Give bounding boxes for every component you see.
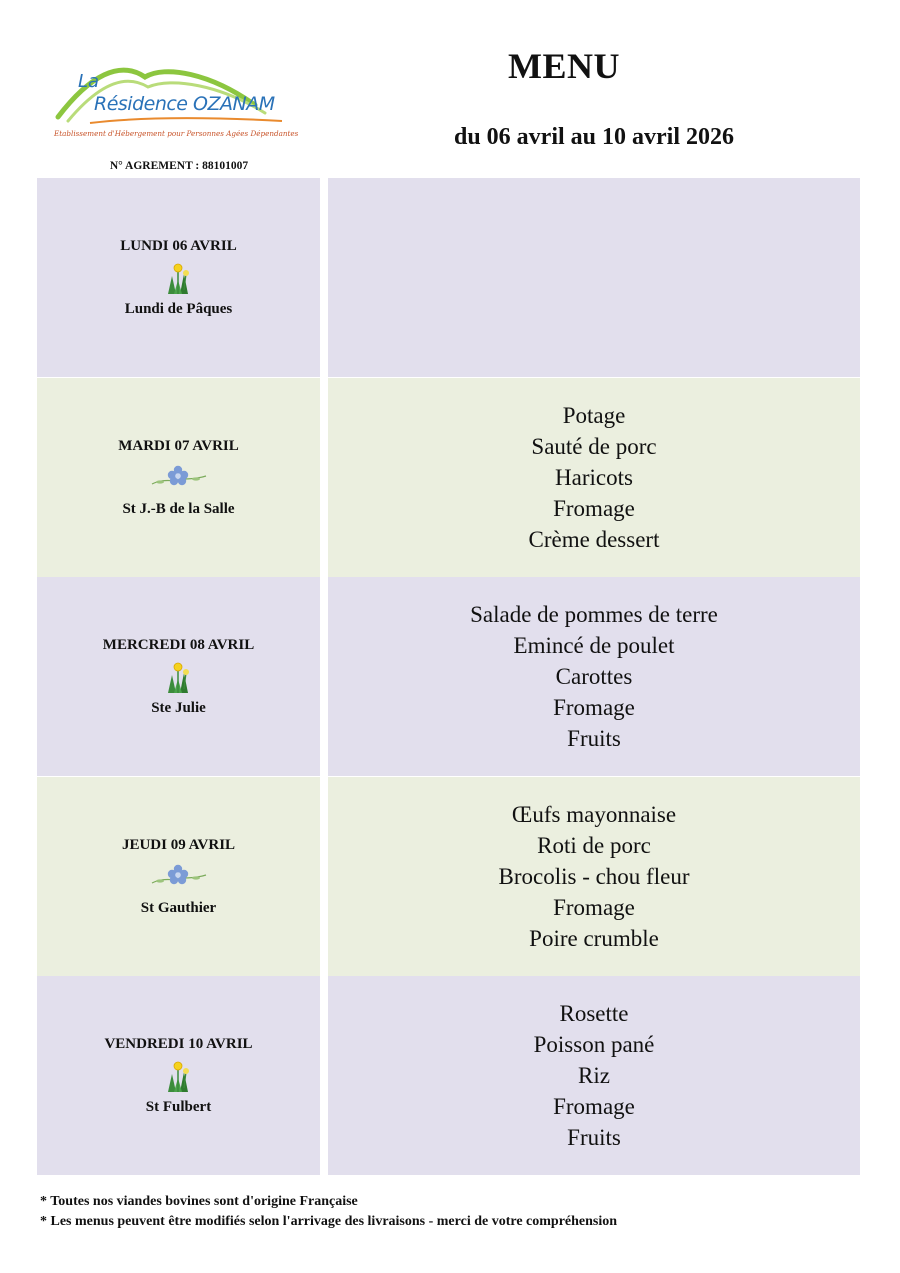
menu-dish: Haricots [555,465,633,490]
menu-dish: Brocolis - chou fleur [498,864,690,889]
note-menu-changes: * Les menus peuvent être modifiés selon l'arrivage des livraisons - merci de votre compréhension [40,1214,618,1229]
menu-cell [328,777,860,976]
menu-dish: Poisson pané [533,1032,655,1057]
menu-cell [328,976,860,1175]
day-saint: St Gauthier [140,900,217,916]
dandelion-icon [148,659,208,695]
menu-dish: Roti de porc [537,833,651,858]
dandelion-icon [148,260,208,296]
day-cell [37,178,320,377]
menu-dish: Carottes [555,664,633,689]
day-name: VENDREDI 10 AVRIL [104,1036,253,1052]
day-cell [37,378,320,577]
agrement-number: N° AGREMENT : 88101007 [109,160,249,172]
residence-logo [50,55,310,150]
day-name: MERCREDI 08 AVRIL [102,637,255,653]
date-range: du 06 avril au 10 avril 2026 [453,124,735,150]
day-saint: St J.-B de la Salle [122,501,235,517]
day-name: LUNDI 06 AVRIL [120,238,237,254]
day-saint: St Fulbert [145,1099,212,1115]
menu-cell [328,577,860,776]
menu-dish: Crème dessert [528,527,660,552]
menu-dish: Poire crumble [529,926,659,951]
day-row [37,178,860,377]
menu-dish: Fromage [553,1094,635,1119]
day-saint: Lundi de Pâques [124,301,233,317]
day-row [37,378,860,577]
dandelion-icon [148,1058,208,1094]
menu-cell [328,378,860,577]
menu-dish: Fromage [553,895,635,920]
day-saint: Ste Julie [151,700,206,716]
day-cell [37,577,320,776]
note-beef-origin: * Toutes nos viandes bovines sont d'origine Française [40,1194,358,1209]
blue-flower-icon [148,859,208,895]
menu-dish: Fruits [567,726,621,751]
day-name: MARDI 07 AVRIL [118,438,239,454]
menu-dish: Emincé de poulet [513,633,675,658]
day-name: JEUDI 09 AVRIL [121,837,236,853]
menu-cell [328,178,860,377]
menu-dish: Sauté de porc [531,434,657,459]
page-title: MENU [508,46,620,86]
day-cell [37,976,320,1175]
menu-dish: Potage [562,403,626,428]
menu-dish: Œufs mayonnaise [511,802,677,827]
menu-dish: Fromage [553,496,635,521]
menu-dish: Riz [578,1063,610,1088]
blue-flower-icon [148,460,208,496]
day-row [37,577,860,776]
logo-la-text: La [78,71,100,92]
day-row [37,976,860,1175]
logo-name-text: Résidence OZANAM [94,93,275,115]
day-cell [37,777,320,976]
menu-dish: Salade de pommes de terre [470,602,718,627]
menu-dish: Fromage [553,695,635,720]
day-row [37,777,860,976]
logo-tagline: Etablissement d'Hébergement pour Personnes Agées Dépendantes [54,129,299,138]
menu-dish: Fruits [567,1125,621,1150]
menu-dish: Rosette [559,1001,629,1026]
